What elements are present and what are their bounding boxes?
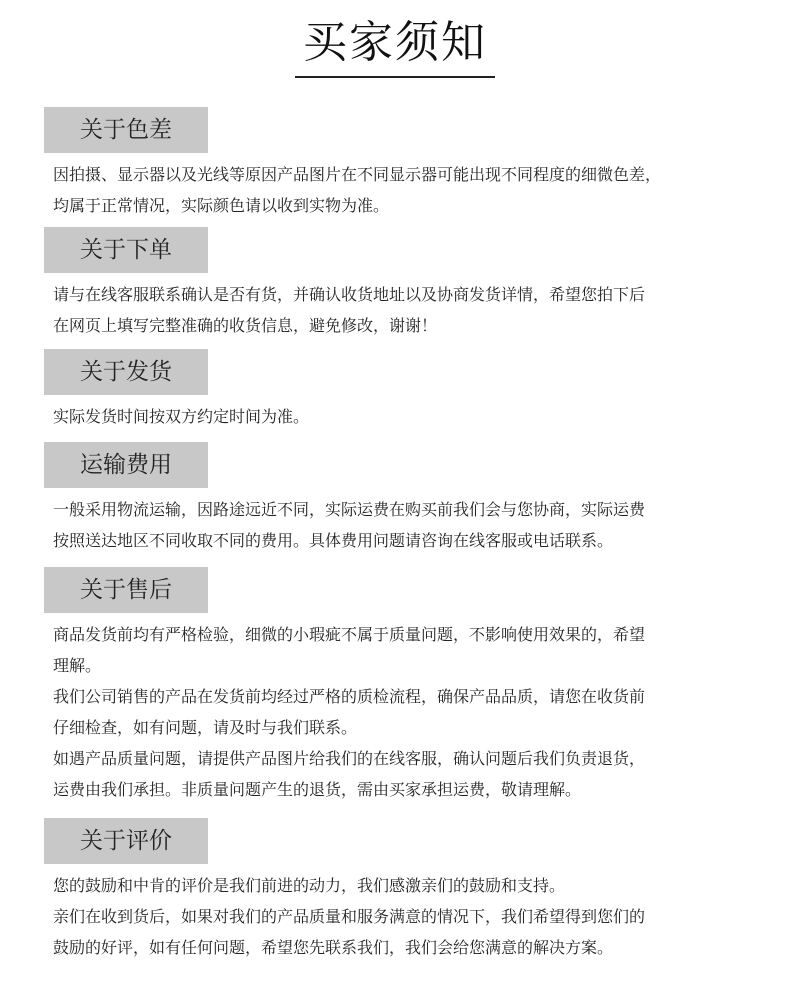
section-shipping-cost — [44, 442, 744, 556]
section-ordering — [44, 227, 744, 341]
section-heading: 关于色差 — [44, 107, 208, 153]
paragraph-line: 我们公司销售的产品在发货前均经过严格的质检流程，确保产品品质，请您在收货前 — [53, 687, 646, 706]
section-heading: 关于售后 — [44, 567, 208, 613]
section-heading: 运输费用 — [44, 442, 208, 488]
paragraph-line: 请与在线客服联系确认是否有货，并确认收货地址以及协商发货详情，希望您拍下后 — [53, 285, 646, 304]
paragraph-line: 您的鼓励和中肯的评价是我们前进的动力，我们感激亲们的鼓励和支持。 — [53, 876, 566, 895]
paragraph-line: 理解。 — [53, 656, 102, 675]
section-after-sales — [44, 567, 744, 805]
section-body — [44, 279, 744, 341]
section-body — [44, 159, 744, 221]
page-header — [0, 14, 790, 78]
section-heading: 关于下单 — [44, 227, 208, 273]
section-body — [44, 494, 744, 556]
page-title: 买家须知 — [295, 14, 495, 78]
section-body — [44, 401, 744, 432]
paragraph-line: 仔细检查，如有问题，请及时与我们联系。 — [53, 718, 358, 737]
paragraph-line: 亲们在收到货后，如果对我们的产品质量和服务满意的情况下，我们希望得到您们的 — [53, 907, 646, 926]
paragraph-line: 商品发货前均有严格检验，细微的小瑕疵不属于质量问题，不影响使用效果的，希望 — [53, 625, 646, 644]
section-body — [44, 619, 744, 805]
section-shipping — [44, 349, 744, 432]
section-reviews — [44, 818, 744, 963]
paragraph-line: 实际发货时间按双方约定时间为准。 — [53, 407, 310, 426]
paragraph-line: 一般采用物流运输，因路途远近不同，实际运费在购买前我们会与您协商，实际运费 — [53, 500, 646, 519]
section-body — [44, 870, 744, 963]
paragraph-line: 在网页上填写完整准确的收货信息，避免修改，谢谢！ — [53, 316, 438, 335]
section-heading: 关于评价 — [44, 818, 208, 864]
paragraph-line: 因拍摄、显示器以及光线等原因产品图片在不同显示器可能出现不同程度的细微色差， — [53, 165, 662, 184]
paragraph-line: 鼓励的好评，如有任何问题，希望您先联系我们，我们会给您满意的解决方案。 — [53, 938, 614, 957]
section-heading: 关于发货 — [44, 349, 208, 395]
paragraph-line: 按照送达地区不同收取不同的费用。具体费用问题请咨询在线客服或电话联系。 — [53, 531, 614, 550]
paragraph-line: 如遇产品质量问题，请提供产品图片给我们的在线客服，确认问题后我们负责退货， — [53, 749, 646, 768]
paragraph-line: 运费由我们承担。非质量问题产生的退货，需由买家承担运费，敬请理解。 — [53, 780, 582, 799]
section-color-difference — [44, 107, 744, 221]
paragraph-line: 均属于正常情况，实际颜色请以收到实物为准。 — [53, 196, 390, 215]
